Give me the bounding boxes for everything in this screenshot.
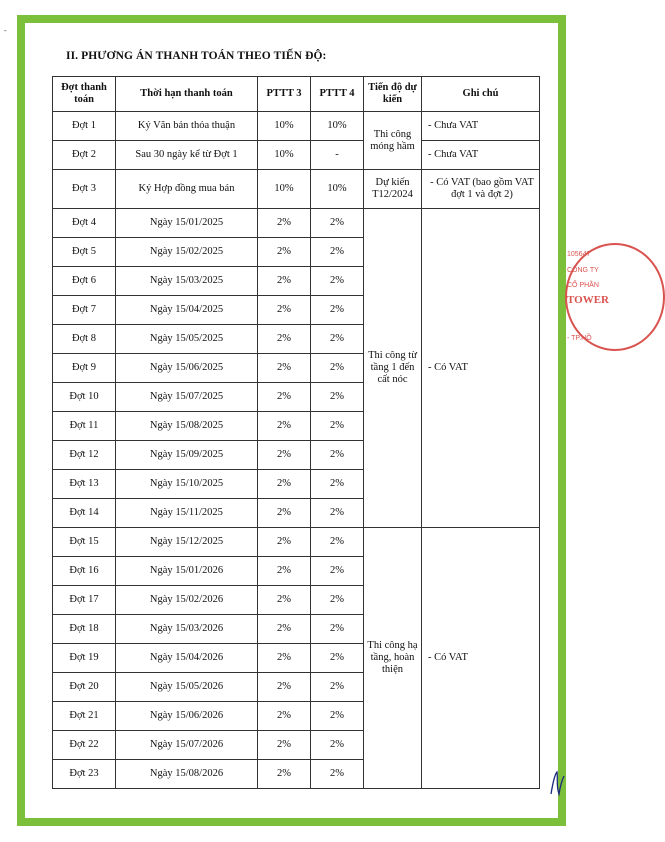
cell-tien-do: Dự kiến T12/2024: [364, 170, 422, 209]
header-dot: Đợt thanh toán: [53, 77, 116, 112]
cell-dot: Đợt 23: [53, 760, 116, 789]
cell-pttt4: 2%: [311, 586, 364, 615]
cell-pttt3: 2%: [258, 441, 311, 470]
cell-pttt4: 2%: [311, 209, 364, 238]
cell-pttt4: 2%: [311, 760, 364, 789]
cell-pttt4: 2%: [311, 441, 364, 470]
cell-thoi-han: Ngày 15/07/2026: [116, 731, 258, 760]
cell-dot: Đợt 11: [53, 412, 116, 441]
cell-dot: Đợt 4: [53, 209, 116, 238]
cell-pttt4: 2%: [311, 325, 364, 354]
table-row: [53, 141, 540, 170]
cell-thoi-han: Ngày 15/09/2025: [116, 441, 258, 470]
cell-pttt3: 10%: [258, 112, 311, 141]
cell-pttt3: 2%: [258, 760, 311, 789]
cell-pttt3: 10%: [258, 141, 311, 170]
margin-mark: -: [4, 26, 7, 35]
cell-dot: Đợt 12: [53, 441, 116, 470]
cell-pttt3: 2%: [258, 644, 311, 673]
cell-thoi-han: Ký Văn bản thỏa thuận: [116, 112, 258, 141]
cell-pttt4: 2%: [311, 644, 364, 673]
cell-dot: Đợt 14: [53, 499, 116, 528]
cell-thoi-han: Ngày 15/06/2026: [116, 702, 258, 731]
cell-thoi-han: Ngày 15/02/2026: [116, 586, 258, 615]
header-pttt3: PTTT 3: [258, 77, 311, 112]
cell-pttt3: 2%: [258, 296, 311, 325]
cell-pttt3: 2%: [258, 383, 311, 412]
cell-thoi-han: Ngày 15/08/2026: [116, 760, 258, 789]
cell-thoi-han: Ngày 15/01/2026: [116, 557, 258, 586]
cell-dot: Đợt 20: [53, 673, 116, 702]
cell-thoi-han: Ngày 15/12/2025: [116, 528, 258, 557]
signature-mark: [547, 768, 569, 798]
cell-pttt3: 2%: [258, 412, 311, 441]
cell-ghi-chu: - Có VAT: [422, 528, 540, 789]
table-row: [53, 528, 540, 557]
cell-pttt4: 2%: [311, 383, 364, 412]
cell-pttt3: 2%: [258, 615, 311, 644]
cell-pttt3: 2%: [258, 209, 311, 238]
cell-pttt4: 2%: [311, 238, 364, 267]
cell-dot: Đợt 2: [53, 141, 116, 170]
cell-dot: Đợt 8: [53, 325, 116, 354]
cell-thoi-han: Ngày 15/10/2025: [116, 470, 258, 499]
cell-ghi-chu: - Có VAT: [422, 209, 540, 528]
cell-pttt4: 2%: [311, 615, 364, 644]
stamp-line: CỔ PHẦN: [567, 282, 599, 289]
cell-pttt3: 2%: [258, 673, 311, 702]
cell-pttt3: 2%: [258, 731, 311, 760]
cell-ghi-chu: - Chưa VAT: [422, 112, 540, 141]
cell-thoi-han: Sau 30 ngày kể từ Đợt 1: [116, 141, 258, 170]
cell-dot: Đợt 16: [53, 557, 116, 586]
header-thoi-han: Thời hạn thanh toán: [116, 77, 258, 112]
cell-pttt3: 2%: [258, 586, 311, 615]
cell-dot: Đợt 21: [53, 702, 116, 731]
cell-dot: Đợt 9: [53, 354, 116, 383]
cell-pttt4: 2%: [311, 267, 364, 296]
payment-schedule-table: [52, 76, 540, 789]
cell-pttt3: 2%: [258, 528, 311, 557]
cell-pttt4: 2%: [311, 470, 364, 499]
cell-thoi-han: Ngày 15/11/2025: [116, 499, 258, 528]
cell-thoi-han: Ngày 15/07/2025: [116, 383, 258, 412]
table-row: [53, 170, 540, 209]
cell-pttt3: 2%: [258, 267, 311, 296]
table-header-row: [53, 77, 540, 112]
stamp-line: TOWER: [567, 294, 609, 306]
cell-dot: Đợt 13: [53, 470, 116, 499]
stamp-line: 105647: [567, 251, 591, 258]
cell-pttt4: 2%: [311, 499, 364, 528]
cell-pttt3: 2%: [258, 499, 311, 528]
cell-pttt4: -: [311, 141, 364, 170]
cell-dot: Đợt 10: [53, 383, 116, 412]
cell-ghi-chu: - Chưa VAT: [422, 141, 540, 170]
stamp-line: - TP.HỒ: [567, 335, 592, 342]
company-stamp: [559, 243, 609, 353]
cell-pttt4: 2%: [311, 673, 364, 702]
cell-pttt4: 10%: [311, 170, 364, 209]
cell-pttt3: 2%: [258, 354, 311, 383]
table-body: [53, 112, 540, 789]
cell-pttt3: 2%: [258, 470, 311, 499]
cell-thoi-han: Ngày 15/03/2025: [116, 267, 258, 296]
cell-dot: Đợt 17: [53, 586, 116, 615]
cell-thoi-han: Ngày 15/05/2026: [116, 673, 258, 702]
header-pttt4: PTTT 4: [311, 77, 364, 112]
cell-pttt4: 2%: [311, 731, 364, 760]
stamp-line: CÔNG TY: [567, 267, 599, 274]
cell-dot: Đợt 6: [53, 267, 116, 296]
cell-thoi-han: Ngày 15/03/2026: [116, 615, 258, 644]
cell-thoi-han: Ngày 15/01/2025: [116, 209, 258, 238]
cell-thoi-han: Ngày 15/08/2025: [116, 412, 258, 441]
cell-thoi-han: Ngày 15/02/2025: [116, 238, 258, 267]
cell-pttt3: 2%: [258, 238, 311, 267]
cell-pttt4: 10%: [311, 112, 364, 141]
cell-dot: Đợt 19: [53, 644, 116, 673]
cell-tien-do: Thi công móng hầm: [364, 112, 422, 170]
cell-pttt3: 10%: [258, 170, 311, 209]
section-heading: II. PHƯƠNG ÁN THANH TOÁN THEO TIẾN ĐỘ:: [66, 50, 327, 62]
header-tien-do: Tiến độ dự kiến: [364, 77, 422, 112]
cell-dot: Đợt 5: [53, 238, 116, 267]
cell-ghi-chu: - Có VAT (bao gồm VAT đợt 1 và đợt 2): [422, 170, 540, 209]
cell-dot: Đợt 15: [53, 528, 116, 557]
cell-pttt4: 2%: [311, 557, 364, 586]
cell-tien-do: Thi công hạ tầng, hoàn thiện: [364, 528, 422, 789]
cell-pttt3: 2%: [258, 557, 311, 586]
header-ghi-chu: Ghi chú: [422, 77, 540, 112]
table-row: [53, 112, 540, 141]
cell-pttt4: 2%: [311, 412, 364, 441]
cell-pttt3: 2%: [258, 325, 311, 354]
cell-dot: Đợt 22: [53, 731, 116, 760]
cell-pttt4: 2%: [311, 296, 364, 325]
cell-dot: Đợt 18: [53, 615, 116, 644]
cell-thoi-han: Ngày 15/04/2025: [116, 296, 258, 325]
cell-pttt4: 2%: [311, 354, 364, 383]
cell-dot: Đợt 7: [53, 296, 116, 325]
cell-thoi-han: Ngày 15/04/2026: [116, 644, 258, 673]
cell-thoi-han: Ký Hợp đồng mua bán: [116, 170, 258, 209]
cell-thoi-han: Ngày 15/05/2025: [116, 325, 258, 354]
cell-dot: Đợt 3: [53, 170, 116, 209]
cell-pttt4: 2%: [311, 528, 364, 557]
cell-tien-do: Thi công từ tầng 1 đến cất nóc: [364, 209, 422, 528]
table-row: [53, 209, 540, 238]
cell-thoi-han: Ngày 15/06/2025: [116, 354, 258, 383]
cell-pttt4: 2%: [311, 702, 364, 731]
cell-pttt3: 2%: [258, 702, 311, 731]
cell-dot: Đợt 1: [53, 112, 116, 141]
